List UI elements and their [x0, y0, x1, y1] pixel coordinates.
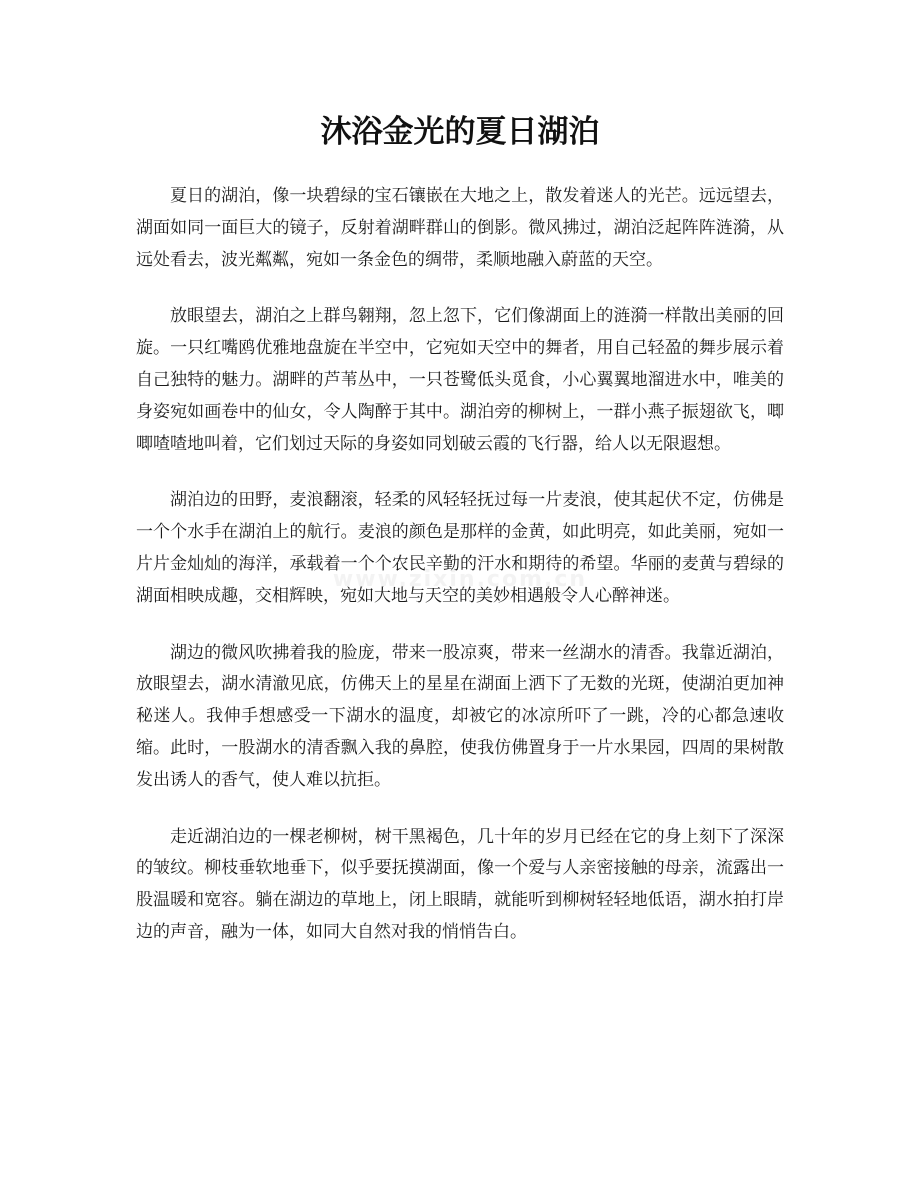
paragraph: 夏日的湖泊，像一块碧绿的宝石镶嵌在大地之上，散发着迷人的光芒。远远望去，湖面如同一面巨大的镜子，反射着湖畔群山的倒影。微风拂过，湖泊泛起阵阵涟漪，从远处看去，波光粼粼，宛如一条金色的绸带，柔顺地融入蔚蓝的天空。: [136, 186, 784, 270]
paragraph: 湖边的微风吹拂着我的脸庞，带来一股凉爽，带来一丝湖水的清香。我靠近湖泊，放眼望去，湖水清澈见底，仿佛天上的星星在湖面上洒下了无数的光斑，使湖泊更加神秘迷人。我伸手想感受一下湖水的温度，却被它的冰凉所吓了一跳，冷的心都急速收缩。此时，一股湖水的清香飘入我的鼻腔，使我仿佛置身于一片水果园，四周的果树散发出诱人的香气，使人难以抗拒。: [136, 642, 784, 790]
paragraph: 放眼望去，湖泊之上群鸟翱翔，忽上忽下，它们像湖面上的涟漪一样散出美丽的回旋。一只红嘴鸥优雅地盘旋在半空中，它宛如天空中的舞者，用自己轻盈的舞步展示着自己独特的魅力。湖畔的芦苇丛中，一只苍鹭低头觅食，小心翼翼地溜进水中，唯美的身姿宛如画卷中的仙女，令人陶醉于其中。湖泊旁的柳树上，一群小燕子振翅欲飞，唧唧喳喳地叫着，它们划过天际的身姿如同划破云霞的飞行器，给人以无限遐想。: [136, 306, 784, 454]
watermark-text: www.zixin.com.cn: [332, 567, 588, 592]
paragraph: 湖泊边的田野，麦浪翻滚，轻柔的风轻轻抚过每一片麦浪，使其起伏不定，仿佛是一个个水手在湖泊上的航行。麦浪的颜色是那样的金黄，如此明亮，如此美丽，宛如一片片金灿灿的海洋，承载着一个个农民辛勤的汗水和期待的希望。华丽的麦黄与碧绿的湖面相映成趣，交相辉映，宛如大地与天空的美妙相遇般令人心醉神迷。: [136, 490, 784, 606]
document-body: [136, 154, 784, 974]
paragraph: 走近湖泊边的一棵老柳树，树干黑褐色，几十年的岁月已经在它的身上刻下了深深的皱纹。柳枝垂软地垂下，似乎要抚摸湖面，像一个爱与人亲密接触的母亲，流露出一股温暖和宽容。躺在湖边的草地上，闭上眼睛，就能听到柳树轻轻地低语，湖水拍打岸边的声音，融为一体，如同大自然对我的悄悄告白。: [136, 826, 784, 942]
document-title: 沐浴金光的夏日湖泊: [320, 114, 600, 150]
